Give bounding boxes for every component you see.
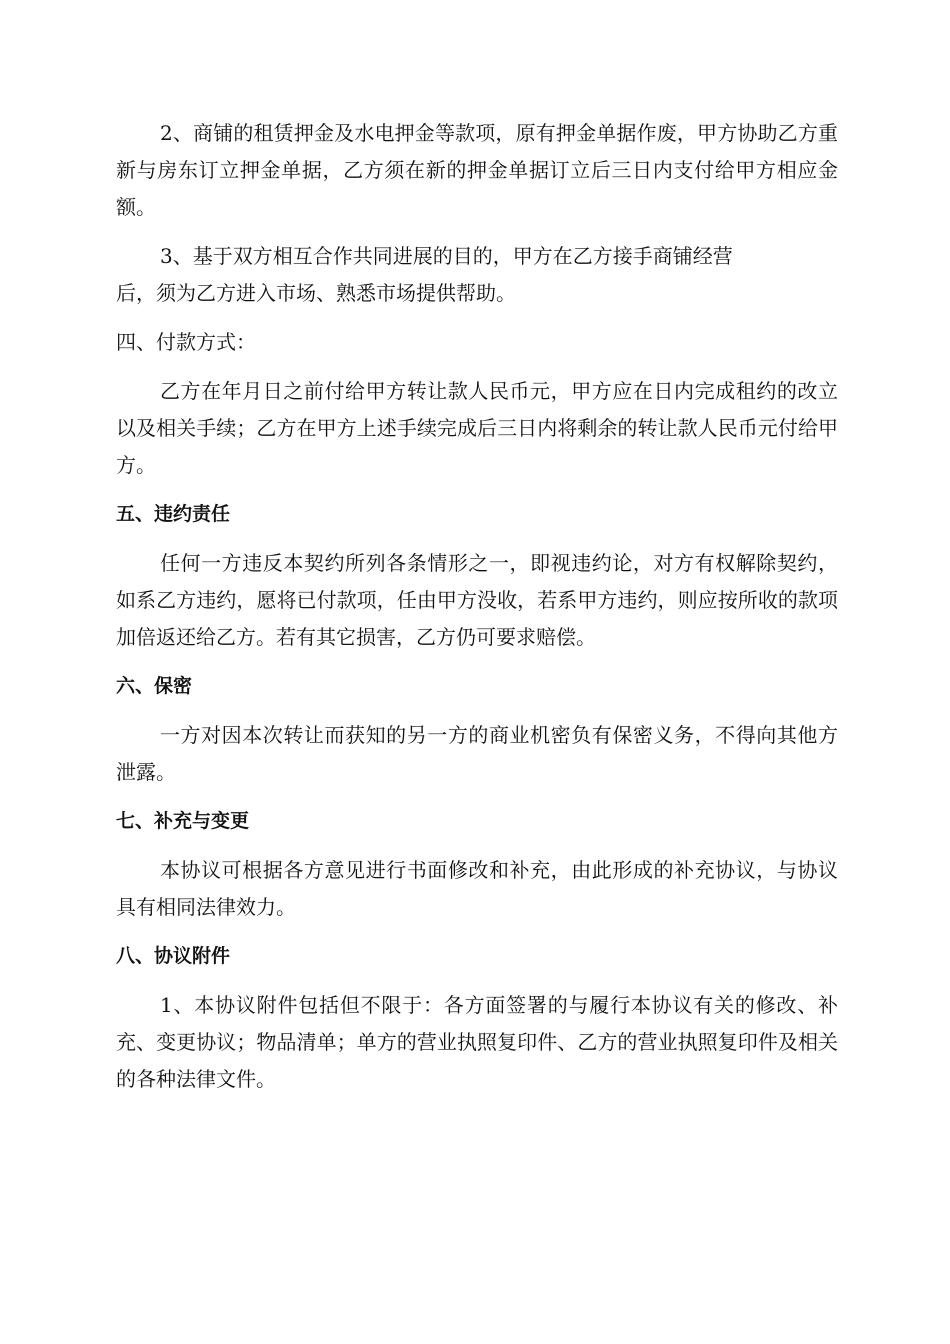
attachments-paragraph: 1、本协议附件包括但不限于：各方面签署的与履行本协议有关的修改、补充、变更协议；物品清单；单方的营业执照复印件、乙方的营业执照复印件及相关的各种法律文件。 bbox=[116, 993, 838, 1091]
clause-cooperation-line-1: 3、基于双方相互合作共同进展的目的，甲方在乙方接手商铺经营 bbox=[160, 244, 733, 268]
confidentiality-paragraph: 一方对因本次转让而获知的另一方的商业机密负有保密义务，不得向其他方泄露。 bbox=[116, 723, 838, 784]
payment-paragraph: 乙方在年月日之前付给甲方转让款人民币元，甲方应在日内完成租约的改立以及相关手续；乙方在甲方上述手续完成后三日内将剩余的转让款人民币元付给甲方。 bbox=[116, 379, 838, 477]
section-heading-confidentiality: 六、保密 bbox=[116, 675, 193, 697]
breach-paragraph: 任何一方违反本契约所列各条情形之一，即视违约论，对方有权解除契约，如系乙方违约，愿将已付款项，任由甲方没收，若系甲方违约，则应按所收的款项加倍返还给乙方。若有其它损害，乙方仍可要求赔偿。 bbox=[116, 551, 838, 649]
section-heading-attachments: 八、协议附件 bbox=[116, 945, 231, 967]
section-heading-amendment: 七、补充与变更 bbox=[116, 810, 250, 832]
section-heading-payment: 四、付款方式： bbox=[116, 330, 256, 354]
amendment-paragraph: 本协议可根据各方意见进行书面修改和补充，由此形成的补充协议，与协议具有相同法律效力。 bbox=[116, 858, 838, 919]
clause-cooperation-line-2: 后，须为乙方进入市场、熟悉市场提供帮助。 bbox=[116, 281, 516, 305]
clause-deposit-paragraph: 2、商铺的租赁押金及水电押金等款项，原有押金单据作废，甲方协助乙方重新与房东订立押金单据，乙方须在新的押金单据订立后三日内支付给甲方相应金额。 bbox=[116, 121, 838, 219]
section-heading-breach: 五、违约责任 bbox=[116, 503, 231, 525]
